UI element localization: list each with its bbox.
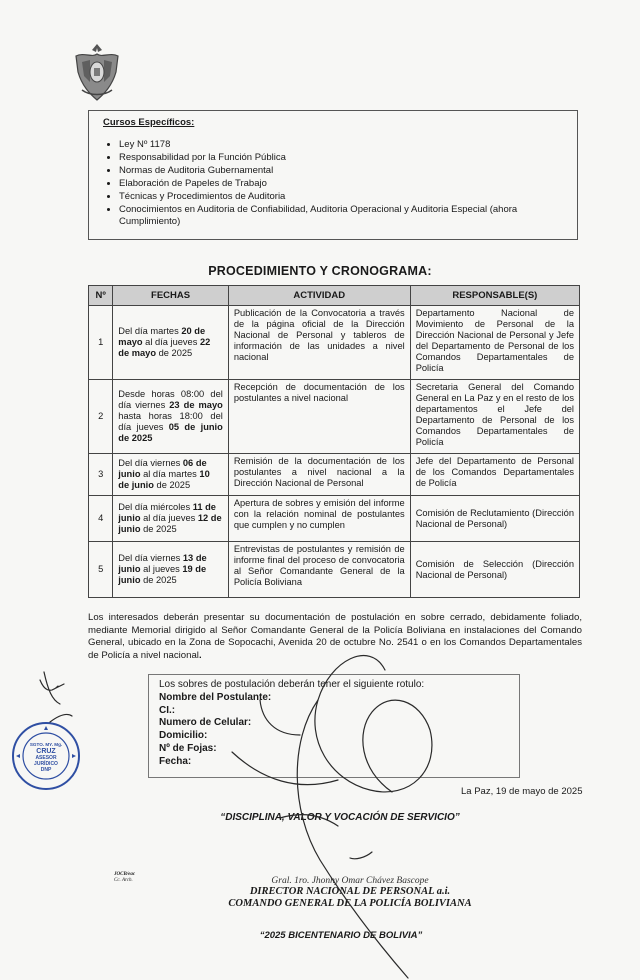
stamp-center-line: ASESOR	[35, 755, 57, 761]
label-intro: Los sobres de postulación deberán tener el siguiente rotulo:	[159, 679, 425, 690]
specific-courses-box	[88, 110, 578, 240]
label-field-ci: CI.:	[159, 704, 176, 716]
table-header-row	[89, 286, 580, 306]
row-dates: Del día viernes 06 de junio al día martes 10 de junio de 2025	[113, 454, 229, 496]
col-header-responsable: RESPONSABLE(S)	[410, 286, 579, 306]
stamp-center-line: DNP	[40, 767, 52, 773]
row-activity: Apertura de sobres y emisión del informe con la relación nominal de postulantes que cumplen y no cumplen	[228, 496, 410, 542]
stamp-center-line: CRUZ	[36, 748, 56, 755]
label-field-pages: Nº de Fojas:	[159, 742, 217, 754]
signer-institution: COMANDO GENERAL DE LA POLICÍA BOLIVIANA	[228, 898, 472, 909]
label-field-phone: Numero de Celular:	[159, 717, 252, 729]
envelope-label-box	[148, 674, 520, 778]
label-field-name: Nombre del Postulante:	[159, 691, 272, 703]
section-title: PROCEDIMIENTO Y CRONOGRAMA:	[208, 264, 432, 278]
courses-title: Cursos Específicos:	[103, 117, 195, 128]
row-responsible: Comisión de Selección (Dirección Nacional de Personal)	[410, 542, 579, 598]
row-number: 1	[89, 306, 113, 380]
course-item: • Normas de Auditoria Gubernamental	[119, 165, 569, 177]
submission-note: Los interesados deberán presentar su documentación de postulación en sobre cerrado, debidamente foliado, mediante Memorial dirigido al Señor Comandante General de la Policía Boliviana en instalaciones del Comando General, ubicado en la Zona de Sopocachi, Avenida 20 de octubre No. 2541 o en los Comandos Departamentales de Policía a nivel nacional.	[88, 612, 582, 661]
table-row	[89, 496, 580, 542]
col-header-actividad: ACTIVIDAD	[228, 286, 410, 306]
row-activity: Publicación de la Convocatoria a través de la página oficial de la Dirección Nacional de Personal y tableros de información de las unidades a nivel nacional	[228, 306, 410, 380]
row-number: 2	[89, 380, 113, 454]
stamp-center-line: JURÍDICO	[34, 761, 58, 767]
copy-line: Cc. Arch.	[114, 878, 133, 883]
course-item: • Ley Nº 1178	[119, 139, 569, 151]
schedule-table	[88, 285, 580, 598]
signer-name: Gral. 1ro. Jhonny Omar Chávez Bascope	[271, 876, 429, 886]
police-emblem-logo	[72, 42, 122, 102]
row-activity: Remisión de la documentación de los postulantes a nivel nacional a la Dirección Nacional de Personal	[228, 454, 410, 496]
table-row	[89, 542, 580, 598]
label-field-address: Domicilio:	[159, 730, 208, 742]
table-row	[89, 306, 580, 380]
label-field-date: Fecha:	[159, 755, 192, 767]
signer-title: DIRECTOR NACIONAL DE PERSONAL a.i.	[249, 886, 451, 897]
row-dates: Del día viernes 13 de junio al jueves 19 de junio de 2025	[113, 542, 229, 598]
row-dates: Desde horas 08:00 del día viernes 23 de mayo hasta horas 18:00 del día jueves 05 de junio de 2025	[113, 380, 229, 454]
table-row	[89, 380, 580, 454]
row-responsible: Jefe del Departamento de Personal de los Comandos Departamentales de Policía	[410, 454, 579, 496]
course-item: • Elaboración de Papeles de Trabajo	[119, 178, 569, 190]
course-item: • Técnicas y Procedimientos de Auditoria	[119, 191, 569, 203]
row-number: 3	[89, 454, 113, 496]
row-activity: Entrevistas de postulantes y remisión de informe final del proceso de convocatoria al Señor Comandante General de la Policía Boliviana	[228, 542, 410, 598]
row-number: 4	[89, 496, 113, 542]
row-dates: Del día miércoles 11 de junio al día jueves 12 de junio de 2025	[113, 496, 229, 542]
courses-list	[97, 139, 569, 228]
reference-initials	[114, 872, 135, 884]
official-round-stamp	[10, 720, 82, 792]
table-row	[89, 454, 580, 496]
col-header-fechas: FECHAS	[113, 286, 229, 306]
row-responsible: Secretaria General del Comando General en La Paz y en el resto de los departamentos el Jefe del Departamento de Personal de los Comandos Departamentales de Policía	[410, 380, 579, 454]
document-date: La Paz, 19 de mayo de 2025	[461, 786, 583, 797]
institutional-motto: “DISCIPLINA, VALOR Y VOCACIÓN DE SERVICIO”	[220, 812, 460, 823]
course-item: • Responsabilidad por la Función Pública	[119, 152, 569, 164]
col-header-num: Nº	[89, 286, 113, 306]
bicentennial-footer: “2025 BICENTENARIO DE BOLIVIA”	[259, 930, 423, 941]
row-dates: Del día martes 20 de mayo al día jueves 22 de mayo de 2025	[113, 306, 229, 380]
stamp-center-line: SGTO. MY. Mg.	[29, 742, 63, 747]
row-activity: Recepción de documentación de los postulantes a nivel nacional	[228, 380, 410, 454]
signature-block	[200, 876, 500, 910]
row-number: 5	[89, 542, 113, 598]
row-responsible: Departamento Nacional de Movimiento de Personal de la Dirección Nacional de Personal y Jefe del Departamento de Personal de los Comandos Departamentales de Policía	[410, 306, 579, 380]
row-responsible: Comisión de Reclutamiento (Dirección Nacional de Personal)	[410, 496, 579, 542]
course-item: • Conocimientos en Auditoria de Confiabilidad, Auditoria Operacional y Auditoria Especial (ahora Cumplimiento)	[119, 204, 569, 228]
initials-line: JOCB/eac	[114, 872, 136, 877]
